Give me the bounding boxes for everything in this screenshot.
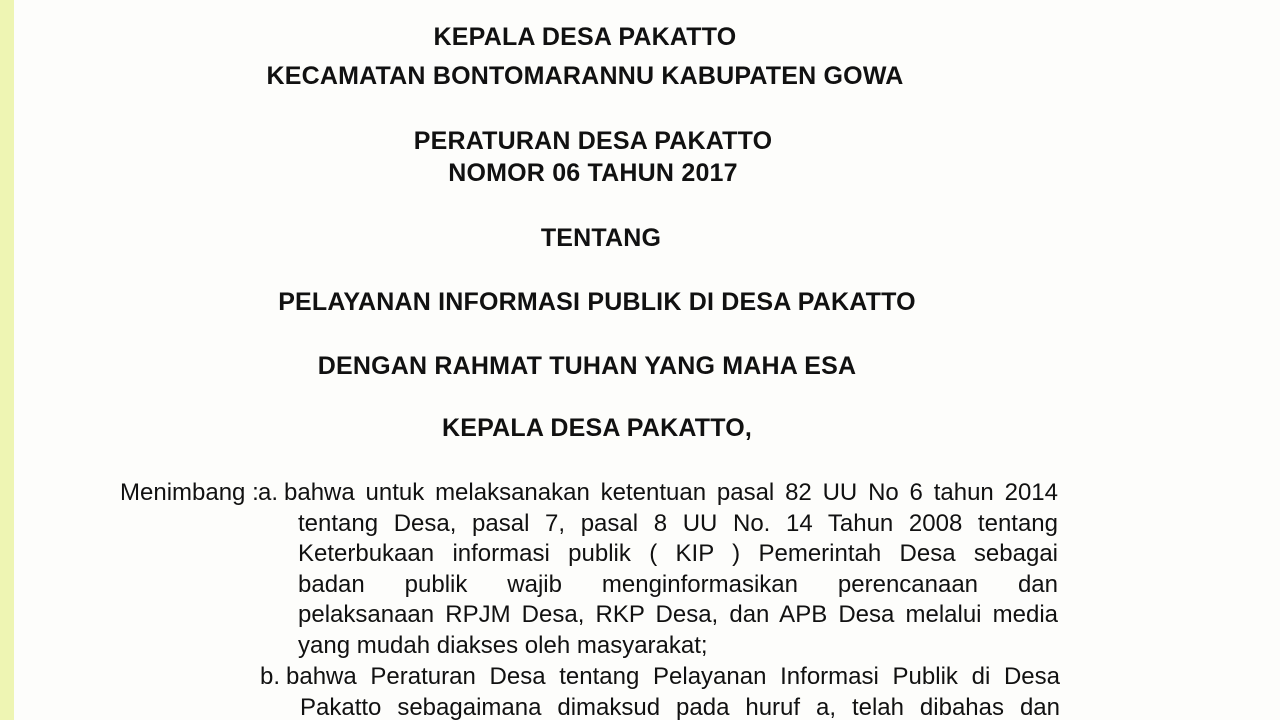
preamble-authority: KEPALA DESA PAKATTO, [441, 414, 753, 442]
item-line: Pakatto sebagaimana dimaksud pada huruf a, telah dibahas dan [300, 693, 1060, 720]
considering-label: Menimbang : [120, 479, 259, 506]
regulation-topic: PELAYANAN INFORMASI PUBLIK DI DESA PAKATTO [278, 288, 916, 316]
item-line: pelaksanaan RPJM Desa, RKP Desa, dan APB Desa melalui media [298, 601, 1058, 628]
item-continuation [300, 693, 1060, 720]
item-line: Keterbukaan informasi publik ( KIP ) Pemerintah Desa sebagai [298, 540, 1058, 567]
item-continuation [298, 509, 1058, 662]
item-line: tentang Desa, pasal 7, pasal 8 UU No. 14 Tahun 2008 tentang [298, 509, 1058, 537]
item-marker: a. [258, 479, 279, 506]
scan-edge-strip [0, 0, 14, 720]
item-first-line: bahwa untuk melaksanakan ketentuan pasal 82 UU No 6 tahun 2014 [284, 479, 1058, 506]
regulation-about: TENTANG [540, 224, 662, 252]
preamble-blessing: DENGAN RAHMAT TUHAN YANG MAHA ESA [317, 352, 857, 380]
item-first-line: bahwa Peraturan Desa tentang Pelayanan Informasi Publik di Desa [286, 663, 1060, 690]
item-marker: b. [260, 663, 281, 690]
regulation-number: NOMOR 06 TAHUN 2017 [448, 159, 738, 187]
document-page [14, 0, 1280, 720]
header-village-head: KEPALA DESA PAKATTO [433, 23, 737, 51]
header-district: KECAMATAN BONTOMARANNU KABUPATEN GOWA [266, 62, 904, 90]
item-line: yang mudah diakses oleh masyarakat; [298, 631, 708, 659]
regulation-title: PERATURAN DESA PAKATTO [413, 127, 773, 155]
item-line: badan publik wajib menginformasikan perencanaan dan [298, 570, 1058, 598]
